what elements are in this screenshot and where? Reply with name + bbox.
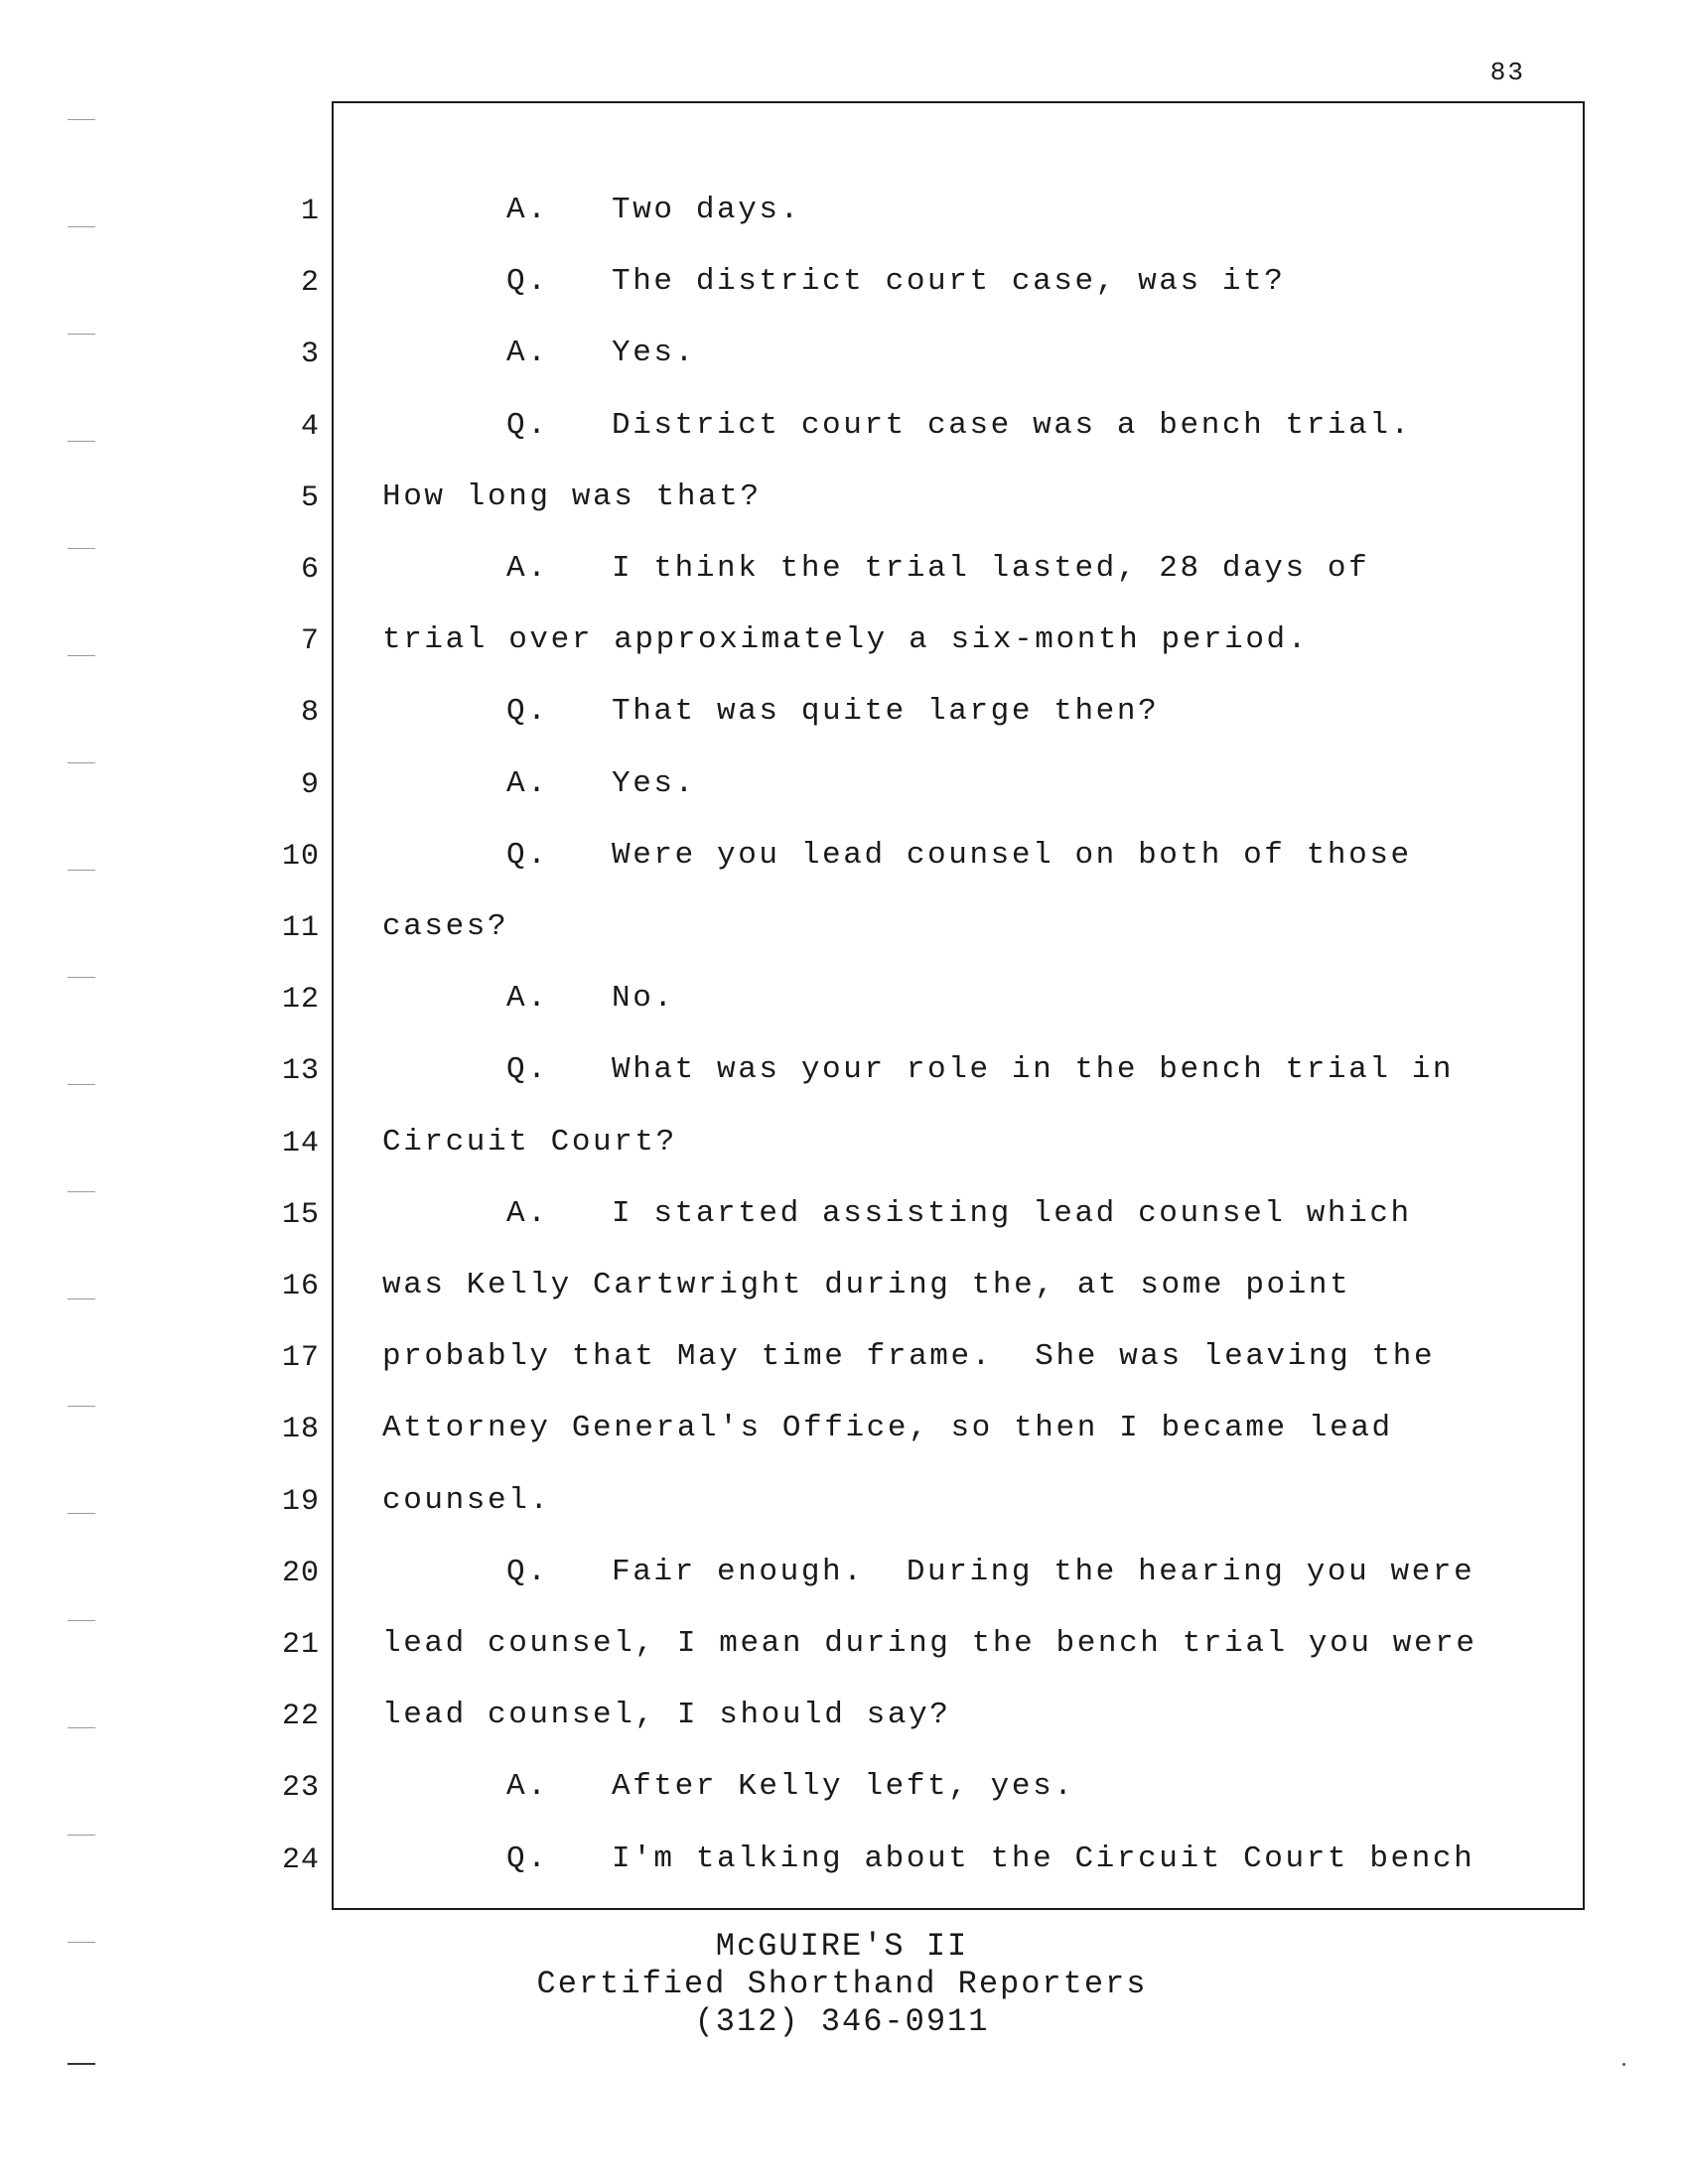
margin-tick — [68, 1513, 95, 1514]
answer-marker: A. — [506, 336, 549, 370]
transcript-line — [506, 981, 675, 1016]
answer-marker: A. — [506, 1769, 549, 1804]
marker-gap — [548, 694, 612, 729]
line-number: 17 — [281, 1341, 320, 1375]
marker-gap — [548, 1842, 612, 1876]
margin-tick — [68, 1298, 95, 1299]
line-text: Were you lead counsel on both of those — [612, 838, 1412, 873]
line-number: 10 — [281, 840, 320, 874]
question-marker: Q. — [506, 1052, 549, 1087]
transcript-line — [506, 1555, 1474, 1589]
line-number: 15 — [281, 1198, 320, 1232]
transcript-line — [382, 479, 762, 514]
line-text: The district court case, was it? — [612, 264, 1286, 299]
answer-marker: A. — [506, 981, 549, 1016]
question-marker: Q. — [506, 1842, 549, 1876]
line-text: probably that May time frame. She was leaving the — [382, 1339, 1436, 1374]
margin-tick — [68, 655, 95, 656]
line-text: How long was that? — [382, 479, 762, 514]
answer-marker: A. — [506, 551, 549, 586]
line-text: I'm talking about the Circuit Court bench — [612, 1842, 1475, 1876]
margin-tick — [68, 1406, 95, 1407]
line-text: Circuit Court? — [382, 1125, 677, 1160]
transcript-line — [382, 1411, 1393, 1445]
reporter-phone: (312) 346-0911 — [694, 2003, 990, 2040]
question-marker: Q. — [506, 408, 549, 443]
line-number: 13 — [281, 1054, 320, 1088]
question-marker: Q. — [506, 1555, 549, 1589]
marker-gap — [548, 1769, 612, 1804]
line-number: 18 — [281, 1413, 320, 1446]
margin-tick — [68, 548, 95, 549]
transcript-line — [506, 551, 1369, 586]
answer-marker: A. — [506, 766, 549, 801]
margin-tick — [68, 1084, 95, 1085]
line-text: trial over approximately a six-month period. — [382, 622, 1309, 657]
transcript-line — [382, 622, 1309, 657]
transcript-line — [506, 408, 1412, 443]
marker-gap — [548, 838, 612, 873]
line-text: District court case was a bench trial. — [612, 408, 1412, 443]
line-number: 19 — [281, 1485, 320, 1519]
transcript-line — [506, 1842, 1474, 1876]
line-number: 8 — [300, 696, 320, 730]
line-text: Yes. — [612, 766, 696, 801]
line-number: 21 — [281, 1628, 320, 1662]
marker-gap — [548, 981, 612, 1016]
answer-marker: A. — [506, 193, 549, 227]
line-number: 1 — [300, 195, 320, 228]
question-marker: Q. — [506, 694, 549, 729]
line-text: was Kelly Cartwright during the, at some point — [382, 1268, 1351, 1302]
margin-tick — [68, 226, 95, 227]
line-text: I started assisting lead counsel which — [612, 1196, 1412, 1231]
transcript-line — [506, 838, 1412, 873]
marker-gap — [548, 1196, 612, 1231]
transcript-line — [382, 1483, 551, 1518]
line-text: That was quite large then? — [612, 694, 1160, 729]
line-number: 20 — [281, 1557, 320, 1590]
line-number: 5 — [300, 481, 320, 515]
margin-tick — [68, 1620, 95, 1621]
scan-dot — [1622, 2063, 1625, 2066]
transcript-line — [382, 1268, 1350, 1302]
marker-gap — [548, 1052, 612, 1087]
line-number: 14 — [281, 1127, 320, 1160]
margin-tick — [68, 2063, 95, 2065]
margin-tick — [68, 870, 95, 871]
transcript-line — [382, 1339, 1435, 1374]
transcript-line — [506, 336, 696, 370]
line-number: 11 — [281, 911, 320, 945]
reporter-name: McGUIRE'S II — [715, 1928, 969, 1965]
line-number: 4 — [300, 410, 320, 444]
transcript-line — [506, 1196, 1412, 1231]
line-number: 2 — [300, 266, 320, 300]
marker-gap — [548, 336, 612, 370]
margin-tick — [68, 441, 95, 442]
line-text: Two days. — [612, 193, 801, 227]
transcript-line — [506, 1052, 1454, 1087]
reporter-title: Certified Shorthand Reporters — [536, 1966, 1148, 2002]
line-text: Yes. — [612, 336, 696, 370]
marker-gap — [548, 264, 612, 299]
line-text: lead counsel, I mean during the bench trial you were — [382, 1626, 1477, 1661]
question-marker: Q. — [506, 838, 549, 873]
transcript-line — [506, 1769, 1074, 1804]
marker-gap — [548, 1555, 612, 1589]
line-text: Fair enough. During the hearing you were — [612, 1555, 1475, 1589]
line-number: 22 — [281, 1700, 320, 1733]
transcript-line — [382, 909, 508, 944]
line-number: 6 — [300, 553, 320, 587]
line-text: After Kelly left, yes. — [612, 1769, 1075, 1804]
transcript-line — [382, 1125, 677, 1160]
line-number: 24 — [281, 1843, 320, 1877]
transcript-line — [506, 264, 1286, 299]
line-text: Attorney General's Office, so then I became lead — [382, 1411, 1393, 1445]
transcript-line — [506, 694, 1159, 729]
margin-tick — [68, 119, 95, 120]
line-number: 9 — [300, 768, 320, 802]
line-number: 7 — [300, 624, 320, 658]
reporter-footer — [0, 1928, 1684, 2041]
marker-gap — [548, 766, 612, 801]
line-number: 12 — [281, 983, 320, 1017]
page-number: 83 — [1489, 58, 1525, 87]
answer-marker: A. — [506, 1196, 549, 1231]
line-text: What was your role in the bench trial in — [612, 1052, 1455, 1087]
margin-tick — [68, 1942, 95, 1943]
margin-tick — [68, 1191, 95, 1192]
transcript-line — [382, 1626, 1477, 1661]
margin-tick — [68, 1835, 95, 1836]
transcript-line — [506, 766, 696, 801]
line-text: counsel. — [382, 1483, 551, 1518]
line-number: 3 — [300, 338, 320, 371]
line-text: lead counsel, I should say? — [382, 1698, 951, 1732]
transcript-line — [382, 1698, 950, 1732]
margin-tick — [68, 1727, 95, 1728]
margin-tick — [68, 977, 95, 978]
marker-gap — [548, 408, 612, 443]
question-marker: Q. — [506, 264, 549, 299]
margin-tick — [68, 762, 95, 763]
marker-gap — [548, 193, 612, 227]
margin-tick — [68, 334, 95, 335]
marker-gap — [548, 551, 612, 586]
line-number: 23 — [281, 1771, 320, 1805]
line-text: I think the trial lasted, 28 days of — [612, 551, 1370, 586]
line-number: 16 — [281, 1270, 320, 1303]
line-text: cases? — [382, 909, 509, 944]
transcript-line — [506, 193, 801, 227]
line-text: No. — [612, 981, 675, 1016]
